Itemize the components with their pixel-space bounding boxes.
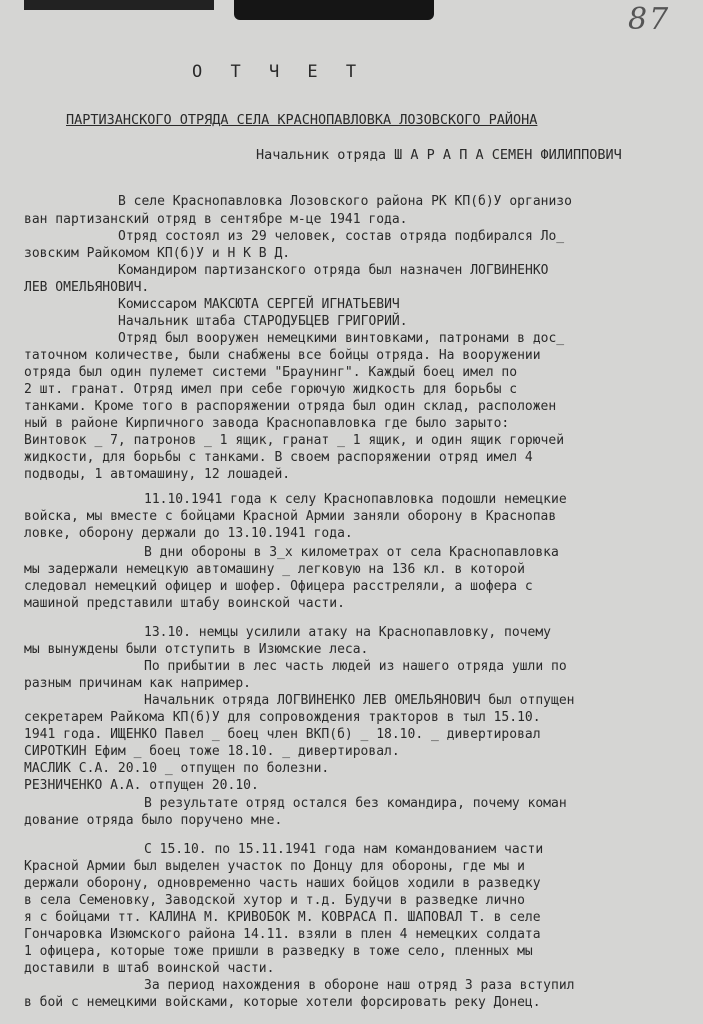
text-line: Отряд состоял из 29 человек, состав отряда подбирался Ло_ (118, 229, 565, 244)
text-line: РЕЗНИЧЕНКО А.А. отпущен 20.10. (24, 778, 259, 793)
organization-name: ПАРТИЗАНСКОГО ОТРЯДА СЕЛА КРАСНОПАВЛОВКА ЛОЗОВСКОГО РАЙОНА (66, 112, 538, 128)
text-line: следовал немецкий офицер и шофер. Офицера расстреляли, а шофера с (24, 579, 533, 594)
text-line: зовским Райкомом КП(б)У и Н К В Д. (24, 246, 291, 261)
text-line: держали оборону, одновременно часть наших бойцов ходили в разведку (24, 876, 541, 891)
text-line: Красной Армии был выделен участок по Донцу для обороны, где мы и (24, 859, 525, 874)
text-line: я с бойцами тт. КАЛИНА М. КРИВОБОК М. КОВРАСА П. ШАПОВАЛ Т. в селе (24, 910, 541, 925)
text-line: мы вынуждены были отступить в Изюмские леса. (24, 642, 369, 657)
text-line: войска, мы вместе с бойцами Красной Армии заняли оборону в Краснопав (24, 509, 557, 524)
text-line: 13.10. немцы усилили атаку на Краснопавловку, почему (144, 625, 551, 640)
commander-line: Начальник отряда Ш А Р А П А СЕМЕН ФИЛИППОВИЧ (256, 147, 622, 163)
text-line: мы задержали немецкую автомашину _ легковую на 136 кл. в которой (24, 562, 525, 577)
text-line: В селе Краснопавловка Лозовского района РК КП(б)У организо (118, 194, 572, 209)
text-line: в села Семеновку, Заводской хутор и т.д. Будучи в разведке лично (24, 893, 525, 908)
text-line: Винтовок _ 7, патронов _ 1 ящик, гранат _ 1 ящик, и один ящик горючей (24, 433, 565, 448)
text-line: За период нахождения в обороне наш отряд 3 раза вступил (144, 978, 575, 993)
text-line: Отряд был вооружен немецкими винтовками, патронами в дос_ (118, 331, 565, 346)
text-line: ЛЕВ ОМЕЛЬЯНОВИЧ. (24, 280, 150, 295)
text-line: Командиром партизанского отряда был назначен ЛОГВИНЕНКО (118, 263, 549, 278)
text-line: секретарем Райкома КП(б)У для сопровождения тракторов в тыл 15.10. (24, 710, 541, 725)
text-line: Гончаровка Изюмского района 14.11. взяли в плен 4 немецких солдата (24, 927, 541, 942)
text-line: подводы, 1 автомашину, 12 лошадей. (24, 467, 291, 482)
text-line: СИРОТКИН Ефим _ боец тоже 18.10. _ дивертировал. (24, 744, 400, 759)
text-line: ный в районе Кирпичного завода Краснопавловка где было зарыто: (24, 416, 510, 431)
text-line: жидкости, для борьбы с танками. В своем распоряжении отряд имел 4 (24, 450, 533, 465)
text-line: В дни обороны в 3_х километрах от села Краснопавловка (144, 545, 559, 560)
text-line: машиной представили штабу воинской части. (24, 596, 345, 611)
text-line: в бой с немецкими войсками, которые хотели форсировать реку Донец. (24, 995, 541, 1010)
text-line: дование отряда было поручено мне. (24, 813, 283, 828)
folio-number: 87 (628, 2, 671, 37)
text-line: 2 шт. гранат. Отряд имел при себе горючую жидкость для борьбы с (24, 382, 518, 397)
text-line: таточном количестве, были снабжены все бойцы отряда. На вооружении (24, 348, 541, 363)
text-line: В результате отряд остался без командира, почему коман (144, 796, 567, 811)
text-line: МАСЛИК С.А. 20.10 _ отпущен по болезни. (24, 761, 330, 776)
text-line: По прибытии в лес часть людей из нашего отряда ушли по (144, 659, 567, 674)
text-line: 11.10.1941 года к селу Краснопавловка подошли немецкие (144, 492, 567, 507)
text-line: 1 офицера, которые тоже пришли в разведку в тоже село, пленных мы (24, 944, 533, 959)
text-line: отряда был один пулемет системи "Браунинг". Каждый боец имел по (24, 365, 518, 380)
text-line: ловке, оборону держали до 13.10.1941 года. (24, 526, 353, 541)
text-line: танками. Кроме того в распоряжении отряда был один склад, расположен (24, 399, 557, 414)
text-line: 1941 года. ИЩЕНКО Павел _ боец член ВКП(б) _ 18.10. _ дивертировал (24, 727, 541, 742)
text-line: Начальник отряда ЛОГВИНЕНКО ЛЕВ ОМЕЛЬЯНОВИЧ был отпущен (144, 693, 575, 708)
text-line: доставили в штаб воинской части. (24, 961, 275, 976)
text-line: С 15.10. по 15.11.1941 года нам командованием части (144, 842, 544, 857)
text-line: ван партизанский отряд в сентябре м-це 1941 года. (24, 212, 408, 227)
document-title: О Т Ч Е Т (192, 62, 366, 82)
text-line: Комиссаром МАКСЮТА СЕРГЕЙ ИГНАТЬЕВИЧ (118, 297, 400, 312)
text-line: Начальник штаба СТАРОДУБЦЕВ ГРИГОРИЙ. (118, 314, 408, 329)
text-line: разным причинам как например. (24, 676, 251, 691)
